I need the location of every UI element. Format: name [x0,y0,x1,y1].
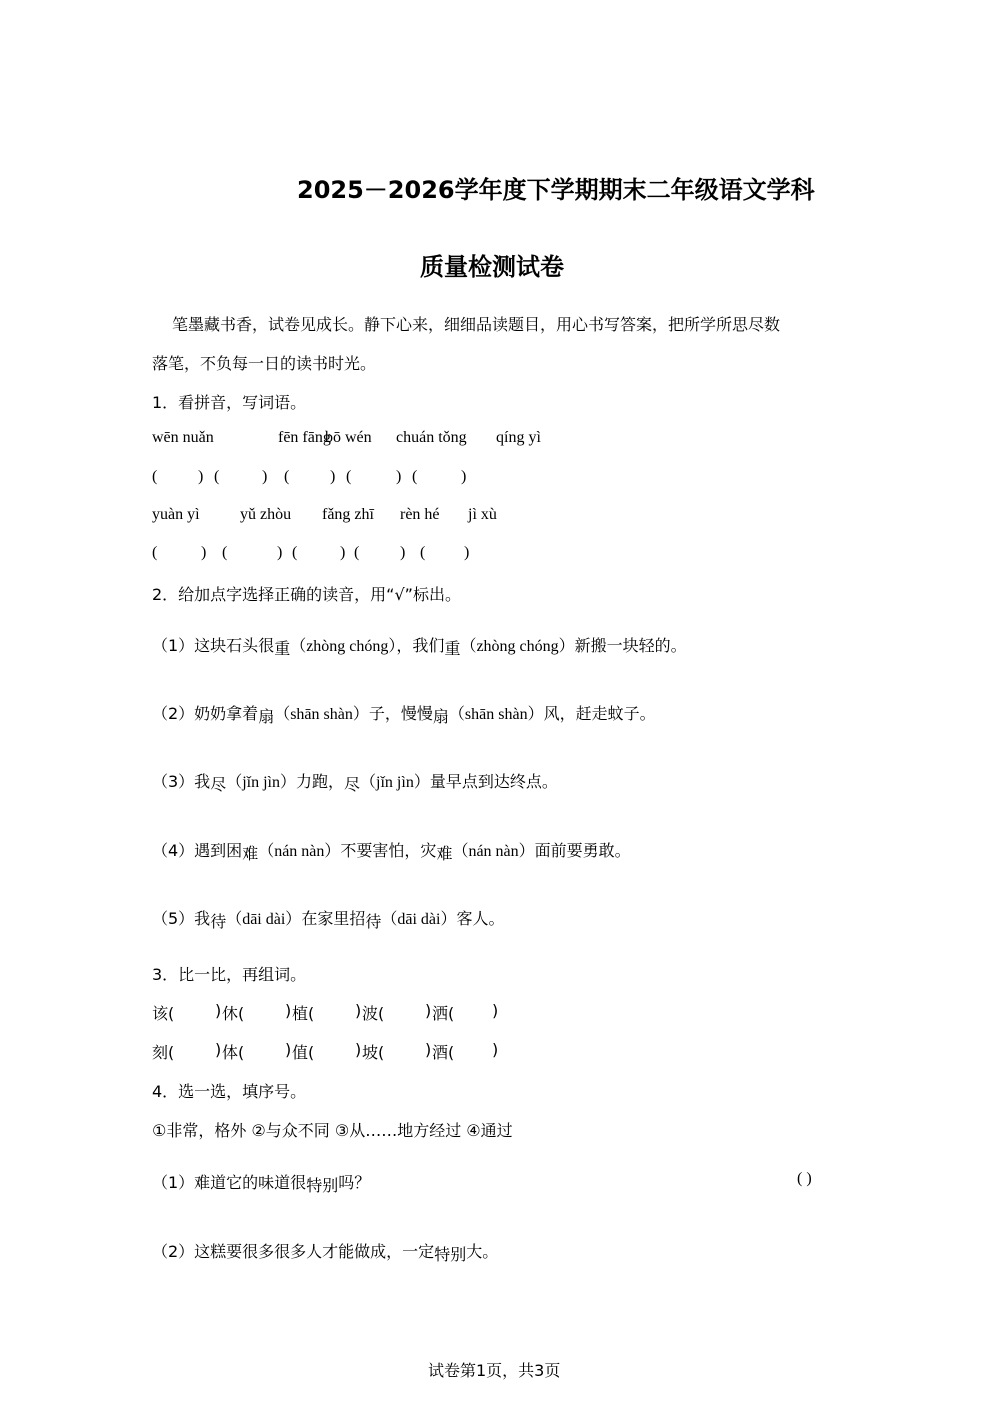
dotted-char: 尽 [210,775,227,794]
pinyin-item: chuán tǒng [396,429,467,446]
paren-close: ) [425,1001,432,1020]
pinyin-choice[interactable]: （zhòng chóng） [290,638,397,655]
paren-close: ) [215,1001,222,1020]
q4-item-2 [152,1239,498,1262]
q2-heading: 2．给加点字选择正确的读音，用“√”标出。 [152,585,461,604]
dotted-char: 尽 [344,775,361,794]
paren-close: ) [215,1040,222,1059]
paren-close: ) [262,468,268,485]
q2-text: （3）我 [152,772,211,791]
dotted-word: 特别 [306,1176,339,1195]
paren-close: ) [425,1040,432,1059]
pinyin-choice[interactable]: （dāi dài） [381,911,457,928]
dotted-char: 难 [436,844,453,863]
q2-text: 新搬一块轻的。 [574,636,687,655]
pinyin-choice[interactable]: （jǐn jìn） [360,774,430,791]
answer-blank[interactable]: ( [292,544,298,561]
q4-answer-blank-1[interactable]: ( ) [797,1170,812,1187]
paren-close: ) [330,468,336,485]
intro-line1: 笔墨藏书香，试卷见成长。静下心来，细细品读题目，用心书写答案，把所学所思尽数 [172,315,781,334]
paren-close: ) [355,1040,362,1059]
intro-line2: 落笔，不负每一日的读书时光。 [152,354,377,373]
pinyin-item: jì xù [468,506,497,523]
q2-text: （1）这块石头很 [152,636,275,655]
answer-blank[interactable]: ( [284,468,290,485]
compare-char[interactable]: 坡( [362,1043,385,1062]
q1-pinyin-row1 [152,429,572,449]
pinyin-choice[interactable]: （nán nàn） [452,843,535,860]
q3-row2 [152,1040,552,1060]
dotted-char: 扇 [432,707,449,726]
q2-item-1 [152,633,687,656]
compare-char[interactable]: 植( [292,1004,315,1023]
dotted-char: 扇 [258,707,275,726]
dotted-char: 重 [444,639,461,658]
compare-char[interactable]: 酒( [432,1043,455,1062]
pinyin-item: bō wén [325,429,372,446]
dotted-char: 难 [242,844,259,863]
pinyin-choice[interactable]: （shān shàn） [448,706,544,723]
compare-char[interactable]: 休( [222,1004,245,1023]
paren-close: ) [198,468,204,485]
compare-char[interactable]: 值( [292,1043,315,1062]
q4-text: （2）这糕要很多很多人才能做成，一定 [152,1242,435,1261]
pinyin-item: qíng yì [496,429,541,446]
exam-title-line2: 质量检测试卷 [420,253,564,281]
q2-text: （2）奶奶拿着 [152,704,259,723]
answer-blank[interactable]: ( [412,468,418,485]
q3-row1 [152,1001,552,1021]
pinyin-choice[interactable]: （shān shàn） [274,706,369,723]
q2-text: ，我们 [396,636,445,655]
q1-heading: 1．看拼音，写词语。 [152,393,307,412]
q2-item-4 [152,838,631,861]
paren-close: ) [340,544,346,561]
q2-text: 不要害怕，灾 [340,841,437,860]
q2-text: 在家里招 [301,909,366,928]
q2-text: 子，慢慢 [368,704,433,723]
answer-blank[interactable]: ( [214,468,220,485]
q4-heading: 4．选一选，填序号。 [152,1082,307,1101]
q4-options: ①非常，格外 ②与众不同 ③从……地方经过 ④通过 [152,1121,513,1140]
compare-char[interactable]: 刻( [152,1043,175,1062]
paren-close: ) [464,544,470,561]
pinyin-choice[interactable]: （nán nàn） [258,843,341,860]
paren-close: ) [201,544,207,561]
q2-item-3 [152,769,558,792]
dotted-char: 待 [365,912,382,931]
pinyin-choice[interactable]: （dāi dài） [226,911,302,928]
q2-text: 客人。 [456,909,505,928]
dotted-char: 重 [274,639,291,658]
answer-blank[interactable]: ( [152,468,158,485]
dotted-char: 待 [210,912,227,931]
answer-blank[interactable]: ( [420,544,426,561]
q2-text: 面前要勇敢。 [534,841,631,860]
q1-blanks-row2 [152,544,572,564]
paren-close: ) [400,544,406,561]
answer-blank[interactable]: ( [354,544,360,561]
answer-blank[interactable]: ( [222,544,228,561]
paren-close: ) [285,1040,292,1059]
q4-text: 大。 [466,1242,499,1261]
paren-close: ) [285,1001,292,1020]
compare-char[interactable]: 体( [222,1043,245,1062]
q2-text: 风，赶走蚊子。 [543,704,656,723]
paren-close: ) [355,1001,362,1020]
q2-text: （5）我 [152,909,211,928]
pinyin-item: yǔ zhòu [240,506,292,523]
pinyin-item: yuàn yì [152,506,200,523]
q2-item-5 [152,906,504,929]
pinyin-item: rèn hé [400,506,440,523]
pinyin-item: fēn fāng [278,429,331,446]
paren-close: ) [492,1040,499,1059]
answer-blank[interactable]: ( [152,544,158,561]
pinyin-choice[interactable]: （zhòng chóng） [460,638,575,655]
dotted-word: 特别 [434,1245,467,1264]
paren-close: ) [396,468,402,485]
q2-text: 力跑， [296,772,345,791]
compare-char[interactable]: 该( [152,1004,175,1023]
compare-char[interactable]: 洒( [432,1004,455,1023]
compare-char[interactable]: 波( [362,1004,385,1023]
pinyin-item: wēn nuǎn [152,429,214,446]
q4-text: 吗？ [338,1173,371,1192]
q1-pinyin-row2 [152,506,572,526]
q2-text: （4）遇到困 [152,841,243,860]
pinyin-choice[interactable]: （jǐn jìn） [226,774,296,791]
q1-blanks-row1 [152,468,572,488]
pinyin-item: fǎng zhī [322,506,374,523]
exam-title-line1: 2025－2026学年度下学期期末二年级语文学科 [297,176,815,204]
answer-blank[interactable]: ( [346,468,352,485]
q2-item-2 [152,701,656,724]
page-footer: 试卷第1页，共3页 [428,1361,561,1380]
q4-text: （1）难道它的味道很 [152,1173,307,1192]
paren-close: ) [461,468,467,485]
q2-text: 量早点到达终点。 [429,772,558,791]
q3-heading: 3．比一比，再组词。 [152,965,307,984]
paren-close: ) [277,544,283,561]
paren-close: ) [492,1001,499,1020]
q4-item-1 [152,1170,370,1193]
